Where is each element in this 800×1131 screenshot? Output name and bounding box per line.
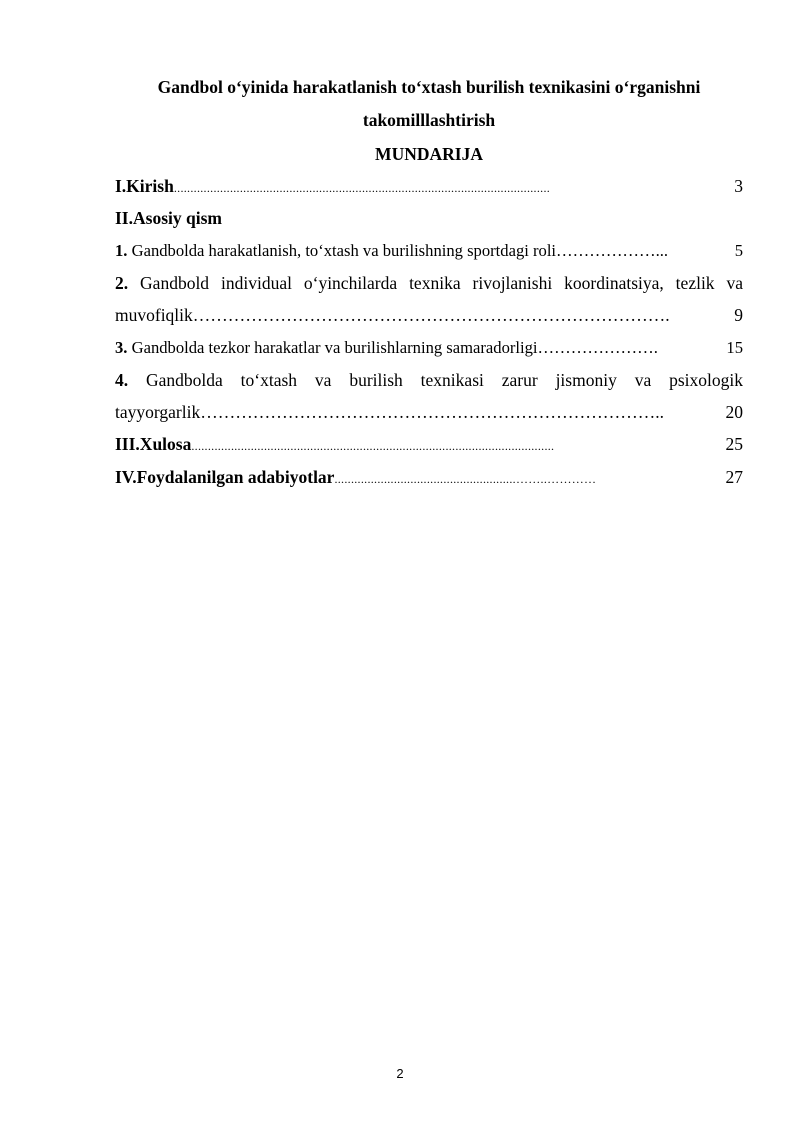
page-number: 2 [396, 1066, 404, 1081]
toc-entry-4-continued[interactable] [115, 398, 743, 426]
toc-dot-leader: …………………. [537, 338, 658, 357]
toc-page-number: 9 [734, 305, 743, 325]
document-title-line-2: takomilllashtirish [362, 110, 496, 130]
toc-entry-3[interactable] [115, 334, 743, 362]
toc-dot-leader: ………………... [556, 241, 669, 260]
toc-entry-kirish[interactable] [115, 172, 743, 202]
toc-page-number: 15 [726, 338, 743, 357]
toc-entry-title-line-1: Gandbolda to‘xtash va burilish texnikasi zarur jismoniy va psixologik [128, 370, 743, 390]
toc-entry-title: Gandbolda harakatlanish, to‘xtash va burilishning sportdagi roli [127, 241, 557, 260]
toc-entry-xulosa[interactable] [115, 430, 743, 460]
toc-page-number: 27 [725, 467, 743, 487]
toc-entry-number: 2. [115, 273, 129, 293]
toc-entry-label: IV.Foydalanilgan adabiyotlar [115, 467, 335, 487]
toc-entry-title: Gandbolda tezkor harakatlar va burilishlarning samaradorligi [127, 338, 538, 357]
toc-entry-title-line-2: tayyorgarlik [115, 402, 201, 422]
toc-entry-label: I.Kirish [115, 176, 174, 196]
toc-entry-title-line-1: Gandbold individual o‘yinchilarda texnika rivojlanishi koordinatsiya, tezlik va [128, 273, 743, 293]
toc-entry-label: III.Xulosa [115, 434, 192, 454]
toc-dot-leader: .......................................................……..………… [334, 472, 597, 486]
toc-entry-adabiyotlar[interactable] [115, 463, 743, 493]
toc-page-number: 5 [734, 241, 743, 260]
toc-entry-text [115, 334, 538, 362]
toc-section-label: II.Asosiy qism [115, 208, 222, 228]
toc-entry-number: 4. [115, 370, 129, 390]
toc-section-asosiy[interactable] [115, 204, 743, 232]
document-title-line-1: Gandbol o‘yinida harakatlanish to‘xtash burilish texnikasini o‘rganishni [157, 77, 701, 97]
toc-dot-leader: ………………………………………………………………………. [192, 305, 670, 325]
toc-entry-1[interactable] [115, 237, 743, 265]
toc-dot-leader: .............................................................................................................. [191, 439, 555, 453]
toc-entry-text [115, 237, 556, 265]
toc-entry-2[interactable] [115, 269, 743, 297]
contents-heading: MUNDARIJA [375, 144, 483, 164]
toc-page-number: 25 [725, 434, 743, 454]
toc-entry-number: 3. [115, 338, 128, 357]
toc-page-number: 20 [725, 402, 743, 422]
toc-page-number: 3 [734, 176, 743, 196]
toc-dot-leader: .................................................................................................................. [173, 181, 551, 195]
toc-entry-title-line-2: muvofiqlik [115, 305, 193, 325]
toc-entry-number: 1. [115, 241, 128, 260]
toc-dot-leader: …………………………………………………………………….. [200, 402, 664, 422]
toc-entry-4[interactable] [115, 366, 743, 394]
toc-entry-2-continued[interactable] [115, 301, 743, 329]
